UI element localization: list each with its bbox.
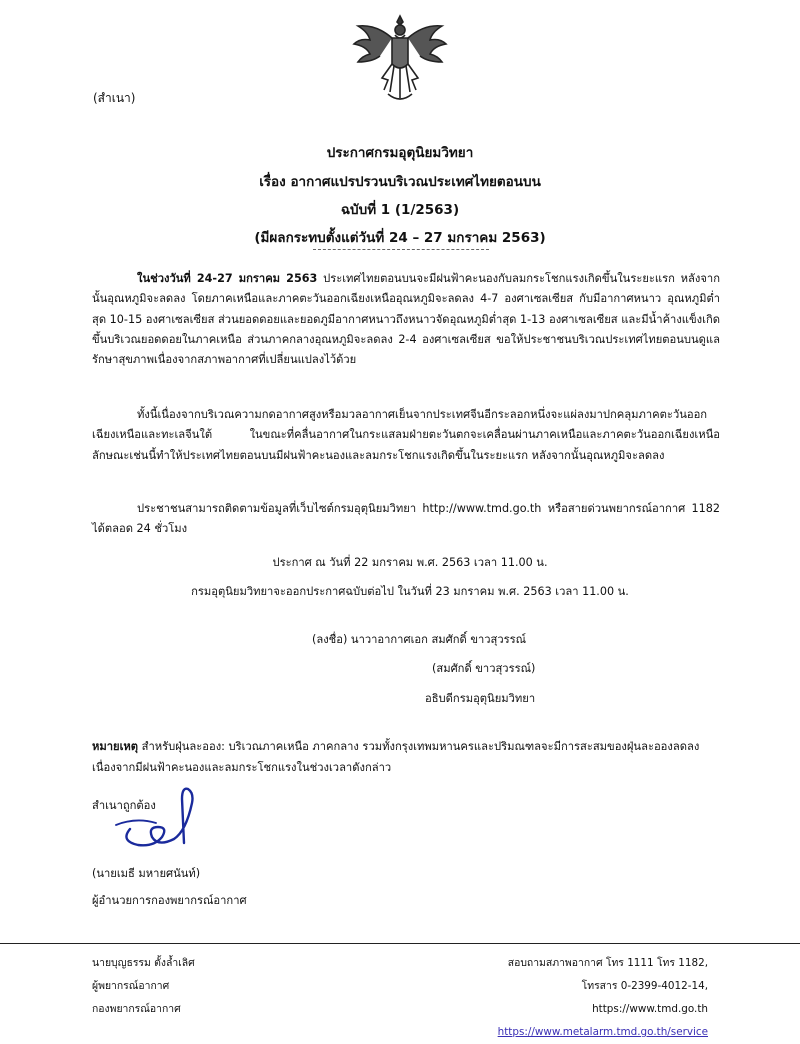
forecast-dates: ในช่วงวันที่ 24-27 มกราคม 2563 <box>137 272 318 285</box>
garuda-emblem-icon <box>352 8 448 108</box>
announce-date: ประกาศ ณ วันที่ 22 มกราคม พ.ศ. 2563 เวลา 11.00 น. <box>272 556 548 569</box>
forecast-text: ประเทศไทยตอนบนจะมีฝนฟ้าคะนองกับลมกระโชกแรงเกิดขึ้นในระยะแรก หลังจากนั้นอุณหภูมิจะลดลง โดยภาคเหนือและภาคตะวันออกเฉียงเหนืออุณหภูมิจะลดลง 4-7 องศาเซลเซียส กับมีอากาศหนาว อุณหภูมิต่ำสุด 10-15 องศาเซลเซียส ส่วนยอดดอยและยอดภูมีอากาศหนาวถึงหนาวจัดอุณหภูมิต่ำสุด 1-13 องศาเซลเซียส และมีน้ำค้างแข็งเกิดขึ้นบริเวณยอดดอยในภาคเหนือ ส่วนภาคกลางอุณหภูมิจะลดลง 2-4 องศาเซลเซียส ขอให้ประชาชนบริเวณประเทศไทยตอนบนดูแลรักษาสุขภาพเนื่องจากสภาพอากาศที่เปลี่ยนแปลงไว้ด้วย <box>92 272 720 367</box>
document-title: ประกาศกรมอุตุนิยมวิทยา <box>326 145 474 161</box>
issue-number: ฉบับที่ 1 (1/2563) <box>340 202 460 218</box>
copy-label: (สำเนา) <box>93 91 136 105</box>
forecaster-name: นายบุญธรรม ตั้งล้ำเลิศ <box>92 957 195 969</box>
note-block <box>92 736 712 778</box>
forecaster-title: ผู้พยากรณ์อากาศ <box>92 980 170 992</box>
footer-fax: โทรสาร 0-2399-4012-14, https://www.tmd.go.th <box>581 980 708 1015</box>
forecaster-division: กองพยากรณ์อากาศ <box>92 1003 181 1015</box>
paragraph-cause: ทั้งนี้เนื่องจากบริเวณความกดอากาศสูงหรือมวลอากาศเย็นจากประเทศจีนอีกระลอกหนึ่งจะแผ่ลงมาปกคลุมภาคตะวันออกเฉียงเหนือและทะเลจีนใต้ ในขณะที่คลื่นอากาศในกระแสลมฝ่ายตะวันตกจะเคลื่อนผ่านภาคเหนือและภาคตะวันออกเฉียงเหนือ ลักษณะเช่นนี้ทำให้ประเทศไทยตอนบนมีฝนฟ้าคะนองและลมกระโชกแรงเกิดขึ้นในระยะแรก หลังจากนั้นอุณหภูมิจะลดลง <box>92 408 720 462</box>
certifier-position: ผู้อำนวยการกองพยากรณ์อากาศ <box>92 894 247 907</box>
handwritten-signature <box>110 785 202 855</box>
title-separator <box>313 249 489 250</box>
note-text: สำหรับฝุ่นละออง: บริเวณภาคเหนือ ภาคกลาง รวมทั้งกรุงเทพมหานครและปริมณฑลจะมีการสะสมของฝุ่นละอองลดลง เนื่องจากมีฝนฟ้าคะนองและลมกระโชกแรงในช่วงเวลาดังกล่าว <box>92 740 700 774</box>
metalarm-link[interactable]: https://www.metalarm.tmd.go.th/service <box>497 1026 708 1038</box>
footer-divider <box>0 943 800 944</box>
footer-left <box>92 952 195 1021</box>
certifier-name: (นายเมธี มหายศนันท์) <box>92 867 201 880</box>
effective-period: (มีผลกระทบตั้งแต่วันที่ 24 – 27 มกราคม 2563) <box>254 230 546 246</box>
note-label: หมายเหตุ <box>92 740 139 753</box>
paragraph-forecast <box>92 269 720 370</box>
signed-line: (ลงชื่อ) นาวาอากาศเอก สมศักดิ์ ขาวสุวรรณ์ <box>312 633 527 646</box>
signatory-name: (สมศักดิ์ ขาวสุวรรณ์) <box>432 662 536 675</box>
footer-phone: สอบถามสภาพอากาศ โทร 1111 โทร 1182, <box>507 957 708 969</box>
next-issue: กรมอุตุนิยมวิทยาจะออกประกาศฉบับต่อไป ในวันที่ 23 มกราคม พ.ศ. 2563 เวลา 11.00 น. <box>191 585 629 598</box>
footer-right <box>480 952 708 1044</box>
signatory-position: อธิบดีกรมอุตุนิยมวิทยา <box>425 692 536 705</box>
certified-label: สำเนาถูกต้อง <box>92 799 156 812</box>
document-subject: เรื่อง อากาศแปรปรวนบริเวณประเทศไทยตอนบน <box>259 174 541 190</box>
paragraph-contact: ประชาชนสามารถติดตามข้อมูลที่เว็บไซต์กรมอุตุนิยมวิทยา http://www.tmd.go.th หรือสายด่วนพยากรณ์อากาศ 1182 ได้ตลอด 24 ชั่วโมง <box>92 502 720 536</box>
